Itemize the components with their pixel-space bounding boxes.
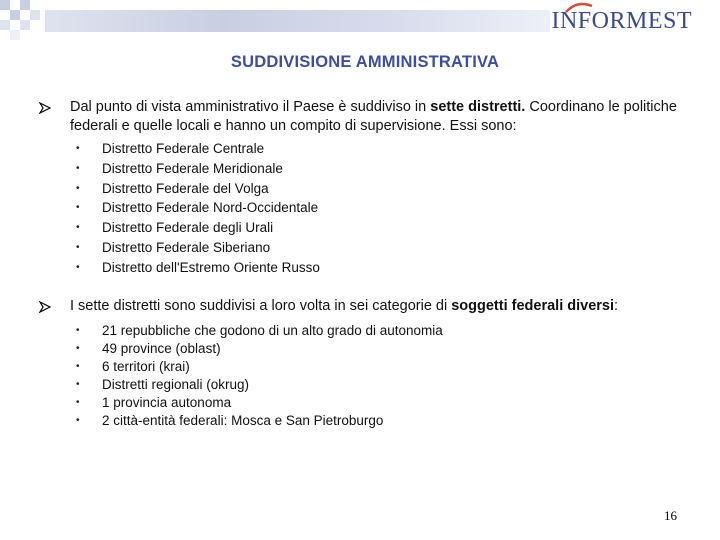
list-item bbox=[76, 198, 320, 218]
bullet-dot-icon: • bbox=[76, 325, 80, 336]
list-item-text: Distretti regionali (okrug) bbox=[102, 377, 250, 392]
list-item-text: 49 province (oblast) bbox=[102, 341, 221, 356]
list-item bbox=[76, 258, 320, 278]
list-item-text: 2 città-entità federali: Mosca e San Pietroburgo bbox=[102, 413, 384, 428]
page-number: 16 bbox=[664, 508, 677, 523]
bullet-dot-icon: • bbox=[76, 241, 80, 253]
section1-paragraph: Dal punto di vista amministrativo il Paese è suddiviso in sette distretti. Coordinano le politiche federali e quelle locali e hanno un compito di supervisione. Essi sono: bbox=[70, 99, 677, 134]
bullet-dot-icon: • bbox=[76, 143, 80, 154]
sette-distretti-bold: sette distretti. bbox=[430, 99, 526, 115]
list-item bbox=[76, 322, 443, 340]
list-item-text: Distretto Federale Centrale bbox=[102, 141, 265, 156]
list-item bbox=[76, 358, 443, 376]
bullet-dot-icon: • bbox=[76, 415, 80, 426]
bullet-dot-icon: • bbox=[76, 202, 80, 214]
categories-list bbox=[76, 322, 443, 430]
list-item bbox=[76, 238, 320, 258]
soggetti-federali-bold: soggetti federali diversi bbox=[451, 298, 615, 314]
list-item bbox=[76, 139, 320, 159]
bullet-dot-icon: • bbox=[76, 182, 80, 194]
bullet-dot-icon: • bbox=[76, 261, 80, 273]
districts-list bbox=[76, 139, 320, 278]
informest-logo bbox=[551, 8, 692, 35]
list-item-text: Distretto Federale Meridionale bbox=[102, 160, 283, 176]
bullet-dot-icon: • bbox=[76, 222, 80, 234]
section2-paragraph: I sette distretti sono suddivisi a loro volta in sei categorie di soggetti federali diversi: bbox=[70, 298, 619, 314]
arrowhead-bullet-icon bbox=[39, 102, 51, 114]
bullet-dot-icon: • bbox=[76, 162, 80, 174]
list-item-text: Distretto Federale Nord-Occidentale bbox=[102, 200, 319, 216]
bullet-dot-icon: • bbox=[76, 379, 80, 390]
list-item-text: Distretto Federale degli Urali bbox=[102, 220, 274, 236]
list-item-text: Distretto Federale Siberiano bbox=[102, 239, 271, 255]
bullet-dot-icon: • bbox=[76, 343, 80, 354]
list-item bbox=[76, 394, 443, 412]
page-title: SUDDIVISIONE AMMINISTRATIVA bbox=[230, 53, 500, 71]
list-item-text: Distretto dell'Estremo Oriente Russo bbox=[102, 259, 320, 275]
arrowhead-bullet-icon bbox=[39, 301, 51, 313]
list-item-text: 6 territori (krai) bbox=[102, 359, 190, 374]
list-item bbox=[76, 340, 443, 358]
header-bar bbox=[45, 10, 550, 32]
list-item-text: 21 repubbliche che godono di un alto grado di autonomia bbox=[102, 323, 443, 338]
list-item bbox=[76, 179, 320, 199]
logo-swoosh-icon bbox=[565, 2, 593, 14]
list-item-text: 1 provincia autonoma bbox=[102, 395, 232, 410]
bullet-dot-icon: • bbox=[76, 397, 80, 408]
list-item bbox=[76, 376, 443, 394]
bullet-dot-icon: • bbox=[76, 361, 80, 372]
list-item bbox=[76, 218, 320, 238]
logo-text: INFORMEST bbox=[551, 8, 692, 34]
list-item bbox=[76, 412, 443, 430]
list-item-text: Distretto Federale del Volga bbox=[102, 180, 269, 196]
list-item bbox=[76, 159, 320, 179]
